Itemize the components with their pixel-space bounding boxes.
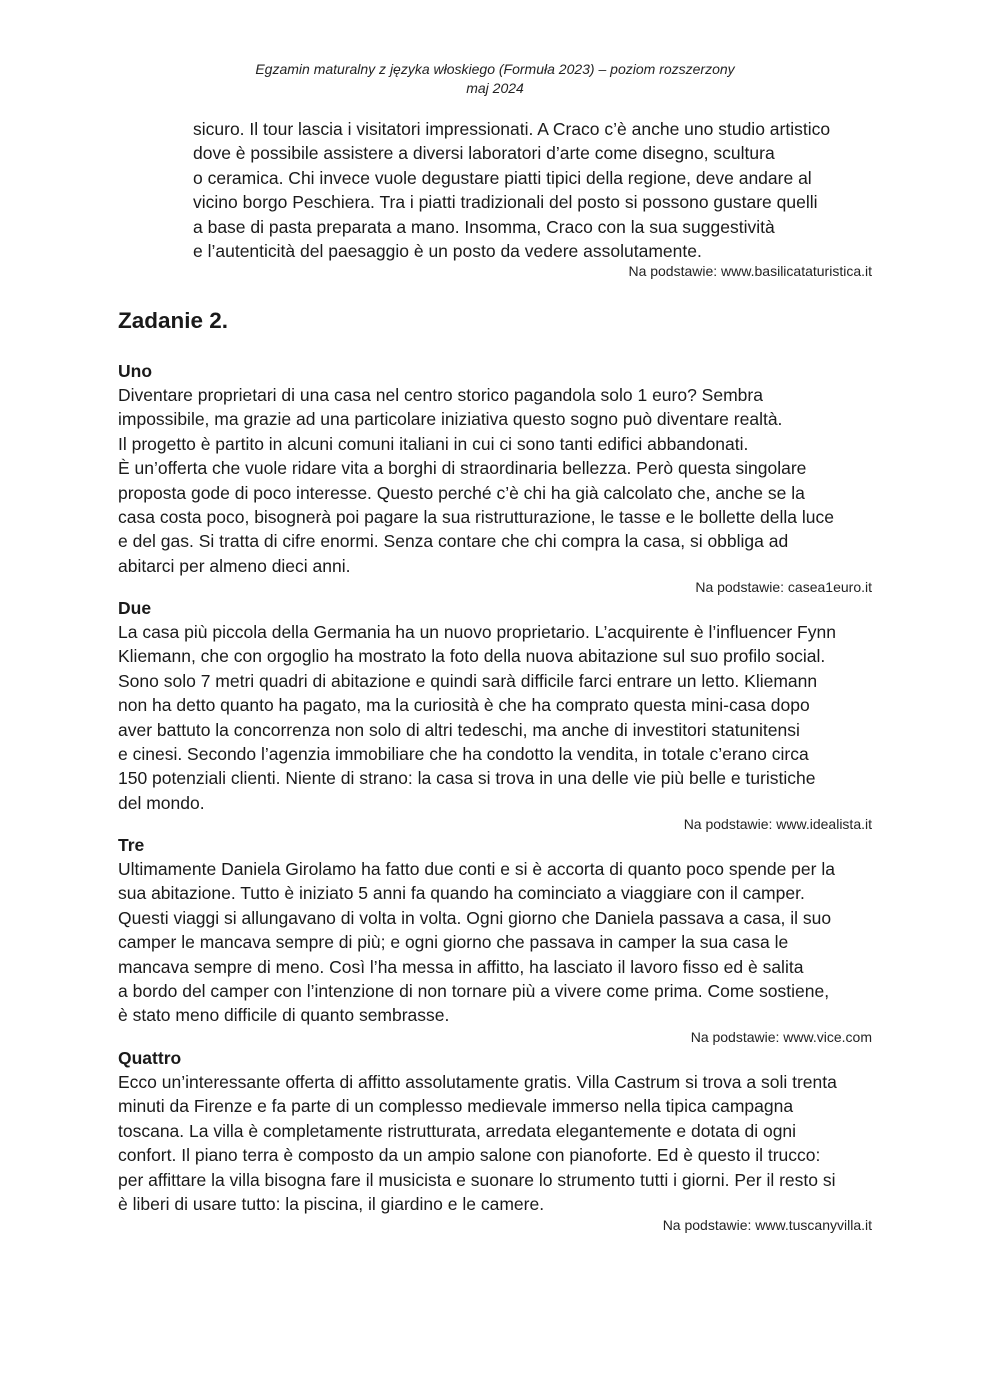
source-note: Na podstawie: www.tuscanyvilla.it: [662, 1217, 872, 1233]
text-line: È un’offerta che vuole ridare vita a borghi di straordinaria bellezza. Però questa singolare: [118, 458, 807, 479]
section-uno-text: [118, 383, 834, 578]
text-line: per affittare la villa bisogna fare il musicista e suonare lo strumento tutti i giorni. Per il resto si: [118, 1169, 836, 1190]
exam-title: Egzamin maturalny z języka włoskiego (Formuła 2023) – poziom rozszerzony: [255, 61, 735, 77]
text-line: Kliemann, che con orgoglio ha mostrato la foto della nuova abitazione sul suo profilo social.: [118, 646, 826, 667]
text-line: vicino borgo Peschiera. Tra i piatti tradizionali del posto si possono gustare quelli: [193, 192, 818, 213]
text-line: e l’autenticità del paesaggio è un posto da vedere assolutamente.: [193, 240, 702, 261]
source-note: Na podstawie: www.idealista.it: [683, 816, 872, 832]
text-line: è liberi di usare tutto: la piscina, il giardino e le camere.: [118, 1193, 545, 1214]
source-note: Na podstawie: www.basilicataturistica.it: [628, 263, 872, 279]
text-line: mancava sempre di meno. Così l’ha messa in affitto, ha lasciato il lavoro fisso ed è salita: [118, 956, 804, 977]
text-line: impossibile, ma grazie ad una particolare iniziativa questo sogno può diventare realtà.: [118, 409, 783, 430]
section-tre-text: [118, 857, 835, 1028]
text-line: e cinesi. Secondo l’agenzia immobiliare che ha condotto la vendita, in totale c’erano circa: [118, 743, 809, 764]
text-line: camper le mancava sempre di più; e ogni giorno che passava in camper la sua casa le: [118, 932, 789, 953]
text-line: Questi viaggi si allungavano di volta in volta. Ogni giorno che Daniela passava a casa, il suo: [118, 907, 832, 928]
text-line: proposta gode di poco interesse. Questo perché c’è chi ha già calcolato che, anche se la: [118, 482, 805, 503]
text-line: casa costa poco, bisognerà poi pagare la sua ristrutturazione, le tasse e le bollette della luce: [118, 506, 834, 527]
text-line: sua abitazione. Tutto è iniziato 5 anni fa quando ha cominciato a viaggiare con il camper.: [118, 883, 805, 904]
text-line: a base di pasta preparata a mano. Insomma, Craco con la sua suggestività: [193, 216, 775, 237]
text-line: Diventare proprietari di una casa nel centro storico pagandola solo 1 euro? Sembra: [118, 385, 763, 405]
text-line: Sono solo 7 metri quadri di abitazione e quindi sarà difficile farci entrare un letto. Kliemann: [118, 670, 818, 691]
text-line: non ha detto quanto ha pagato, ma la curiosità è che ha comprato questa mini-casa dopo: [118, 695, 810, 716]
text-line: abitarci per almeno dieci anni.: [118, 555, 351, 576]
section-due-text: [118, 620, 836, 815]
text-line: del mondo.: [118, 792, 205, 813]
source-note: Na podstawie: casea1euro.it: [695, 579, 872, 595]
text-line: Ecco un’interessante offerta di affitto assolutamente gratis. Villa Castrum si trova a soli trenta: [118, 1072, 837, 1092]
section-title-tre: Tre: [118, 835, 145, 855]
text-line: o ceramica. Chi invece vuole degustare piatti tipici della regione, deve andare al: [193, 167, 812, 188]
text-line: e del gas. Si tratta di cifre enormi. Senza contare che chi compra la casa, si obbliga ad: [118, 531, 789, 552]
section-quattro-text: [118, 1070, 837, 1216]
text-line: a bordo del camper con l’intenzione di non tornare più a vivere come prima. Come sostiene,: [118, 980, 830, 1001]
text-line: Il progetto è partito in alcuni comuni italiani in cui ci sono tanti edifici abbandonati.: [118, 433, 749, 454]
text-line: confort. Il piano terra è composto da un ampio salone con pianoforte. Ed è questo il trucco:: [118, 1145, 821, 1166]
exam-date: maj 2024: [466, 80, 524, 96]
source-note: Na podstawie: www.vice.com: [690, 1029, 872, 1045]
text-line: La casa più piccola della Germania ha un nuovo proprietario. L’acquirente è l’influencer Fynn: [118, 622, 836, 642]
task-title: Zadanie 2.: [118, 308, 229, 333]
text-line: Ultimamente Daniela Girolamo ha fatto due conti e si è accorta di quanto poco spende per la: [118, 859, 835, 879]
text-line: toscana. La villa è completamente ristrutturata, arredata elegantemente e dotata di ogni: [118, 1120, 797, 1141]
text-line: dove è possibile assistere a diversi laboratori d’arte come disegno, scultura: [193, 143, 775, 164]
text-line: 150 potenziali clienti. Niente di strano: la casa si trova in una delle vie più belle e turistiche: [118, 768, 816, 789]
text-line: sicuro. Il tour lascia i visitatori impressionati. A Craco c’è anche uno studio artistico: [193, 119, 831, 139]
text-line: è stato meno difficile di quanto sembrasse.: [118, 1005, 450, 1026]
section-title-due: Due: [118, 598, 152, 618]
intro-paragraph: [193, 117, 830, 263]
text-line: aver battuto la concorrenza non solo di altri tedeschi, ma anche di investitori statunitensi: [118, 719, 800, 740]
section-title-quattro: Quattro: [118, 1048, 182, 1068]
text-line: minuti da Firenze e fa parte di un complesso medievale immerso nella tipica campagna: [118, 1096, 794, 1117]
section-title-uno: Uno: [118, 361, 153, 381]
